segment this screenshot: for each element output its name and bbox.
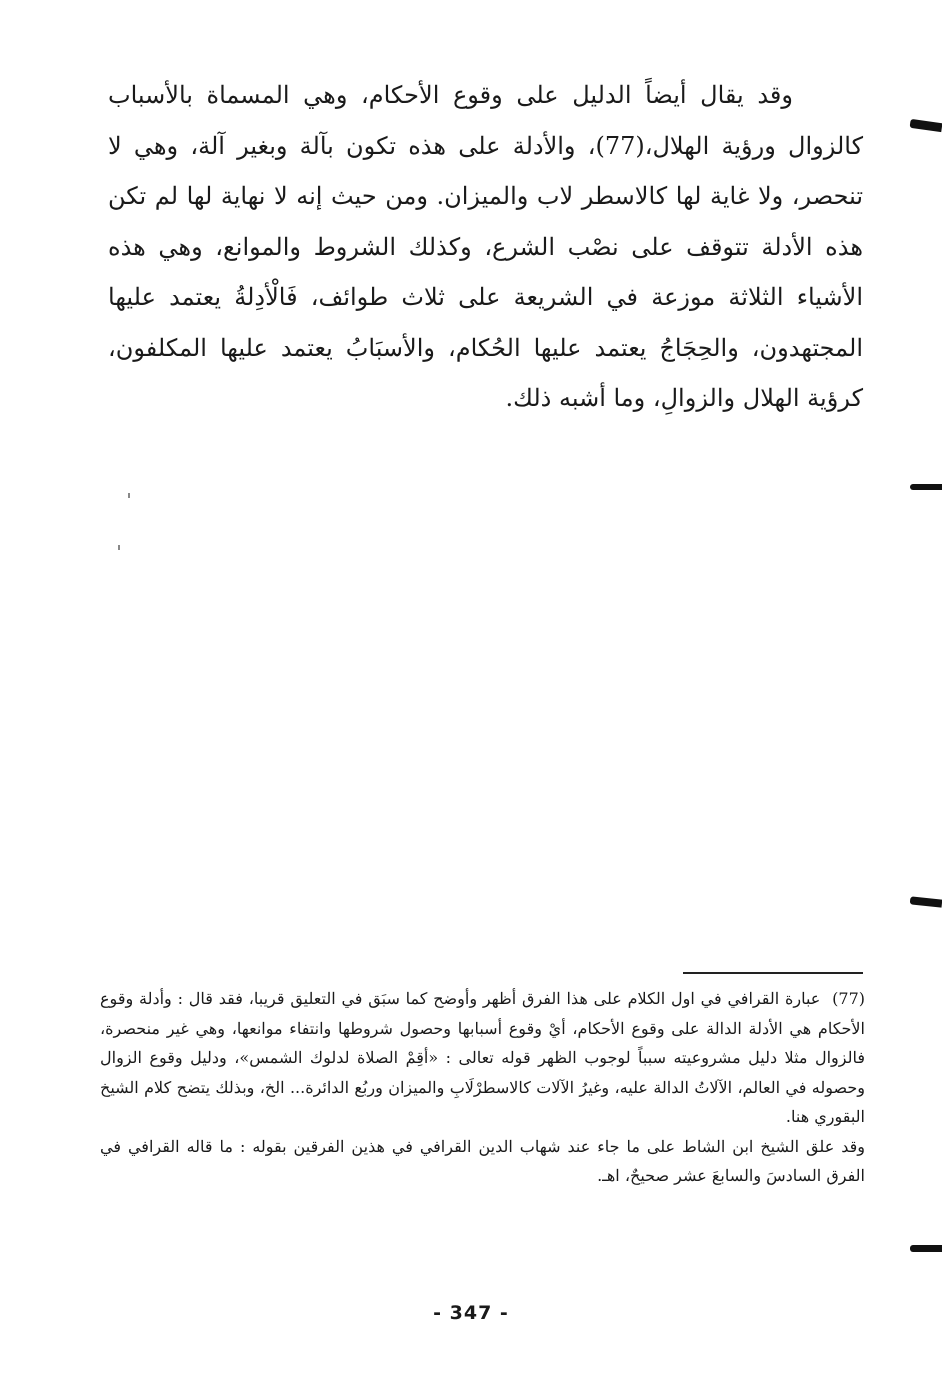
footnotes-block (100, 984, 865, 1191)
scan-speck (128, 493, 130, 498)
page-number: - 347 - (433, 1302, 509, 1324)
footnote-77 (100, 984, 865, 1132)
footnote-number: (77) (832, 989, 866, 1008)
binding-mark (910, 896, 942, 907)
binding-mark (910, 484, 942, 490)
main-paragraph: وقد يقال أيضاً الدليل على وقوع الأحكام، وهي المسماة بالأسباب كالزوال ورؤية الهلال،(77)، والأدلة على هذه تكون بآلة وبغير آلة، وهي لا تنحصر، ولا غاية لها كالاسطر لاب والميزان. ومن حيث إنه لا نهاية لها لم تكن هذه الأدلة تتوقف على نصْب الشرع، وكذلك الشروط والموانع، وهي هذه الأشياء الثلاثة موزعة في الشريعة على ثلاث طوائف، فَالْأدِلةُ يعتمد عليها المجتهدون، والحِجَاجُ يعتمد عليها الحُكام، والأسبَابُ يعتمد عليها المكلفون، كرؤية الهلال والزوالِ، وما أشبه ذلك. (108, 81, 863, 412)
footnote-paragraph-2: وقد علق الشيخ ابن الشاط على ما جاء عند شهاب الدين القرافي في هذين الفرقين بقوله : ما قاله القرافي في الفرق السادسَ والسابعَ عشر صحيحٌ، اهـ. (100, 1136, 865, 1185)
binding-mark (910, 119, 942, 132)
binding-mark (910, 1245, 942, 1252)
scan-speck (118, 545, 120, 550)
footnote-separator (683, 972, 863, 974)
footnote-paragraph-1: عبارة القرافي في اول الكلام على هذا الفرق أظهر وأوضح كما سبَق في التعليق قريبا، فقد قال : وأدلة وقوع الأحكام هي الأدلة الدالة على وقوع الأحكام، أيْ وقوع أسبابها وحصول شروطها وانتفاء موانعها، وهي غير منحصرة، فالزوال مثلا دليل مشروعيته سبباً لوجوب الظهر قوله تعالى : «أقِمْ الصلاة لدلوك الشمس»، ودليل وقوع الزوال وحصوله في العالم، الآلاتُ الدالة عليه، وغيرُ الآلات كالاسطرْلَابِ والميزان وربُع الدائرة... الخ، وبذلك يتضح كلام الشيخ البقوري هنا. (100, 989, 865, 1126)
main-text-block (108, 70, 863, 424)
